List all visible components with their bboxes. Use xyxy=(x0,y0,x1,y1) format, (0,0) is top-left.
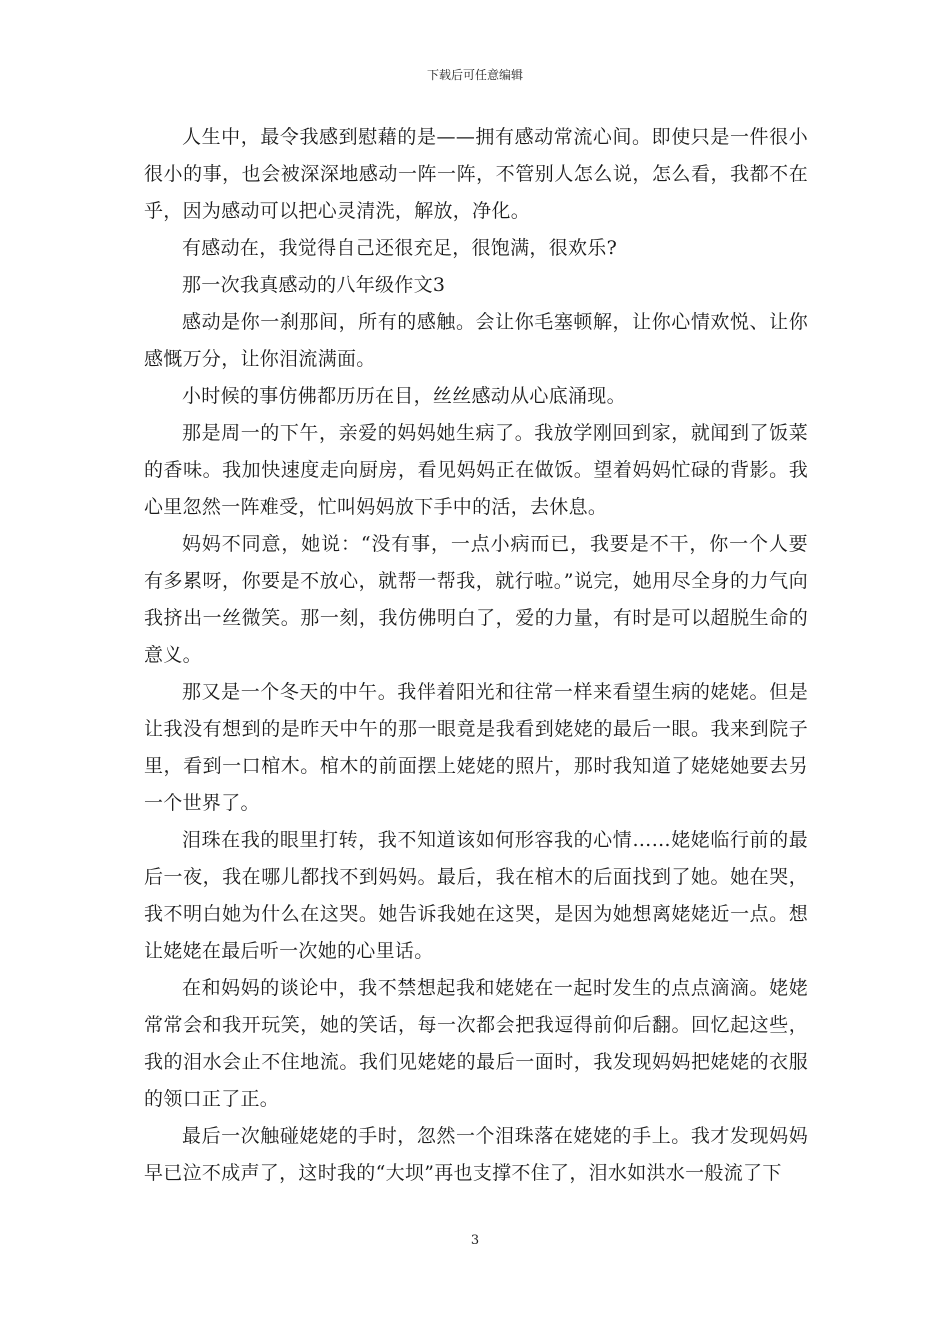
paragraph: 人生中，最令我感到慰藉的是——拥有感动常流心间。即使只是一件很小很小的事，也会被深深地感动一阵一阵，不管别人怎么说，怎么看，我都不在乎，因为感动可以把心灵清洗，解放，净化。 xyxy=(144,126,808,222)
paragraph: 那又是一个冬天的中午。我伴着阳光和往常一样来看望生病的姥姥。但是让我没有想到的是昨天中午的那一眼竟是我看到姥姥的最后一眼。我来到院子里，看到一口棺木。棺木的前面摆上姥姥的照片，那时我知道了姥姥她要去另一个世界了。 xyxy=(144,681,808,814)
paragraph: 小时候的事仿佛都历历在目，丝丝感动从心底涌现。 xyxy=(182,385,626,407)
paragraph: 那是周一的下午，亲爱的妈妈她生病了。我放学刚回到家，就闻到了饭菜的香味。我加快速度走向厨房，看见妈妈正在做饭。望着妈妈忙碌的背影。我心里忽然一阵难受，忙叫妈妈放下手中的活，去休息。 xyxy=(144,422,808,518)
section-title: 那一次我真感动的八年级作文3 xyxy=(182,274,446,296)
paragraph: 感动是你一刹那间，所有的感触。会让你毛塞顿解，让你心情欢悦、让你感慨万分，让你泪流满面。 xyxy=(144,311,808,370)
paragraph: 有感动在，我觉得自己还很充足，很饱满，很欢乐? xyxy=(182,237,618,259)
paragraph: 泪珠在我的眼里打转，我不知道该如何形容我的心情……姥姥临行前的最后一夜，我在哪儿都找不到妈妈。最后，我在棺木的后面找到了她。她在哭，我不明白她为什么在这哭。她告诉我她在这哭，是因为她想离姥姥近一点。想让姥姥在最后听一次她的心里话。 xyxy=(144,829,808,962)
paragraph: 最后一次触碰姥姥的手时，忽然一个泪珠落在姥姥的手上。我才发现妈妈早已泣不成声了，这时我的“大坝”再也支撑不住了，泪水如洪水一般流了下 xyxy=(144,1125,808,1184)
document-body xyxy=(144,119,808,1192)
page-number: 3 xyxy=(470,1233,480,1248)
paragraph: 妈妈不同意，她说：“没有事，一点小病而已，我要是不干，你一个人要有多累呀，你要是不放心，就帮一帮我，就行啦。”说完，她用尽全身的力气向我挤出一丝微笑。那一刻，我仿佛明白了，爱的力量，有时是可以超脱生命的意义。 xyxy=(144,533,808,666)
paragraph: 在和妈妈的谈论中，我不禁想起我和姥姥在一起时发生的点点滴滴。姥姥常常会和我开玩笑，她的笑话，每一次都会把我逗得前仰后翻。回忆起这些，我的泪水会止不住地流。我们见姥姥的最后一面时，我发现妈妈把姥姥的衣服的领口正了正。 xyxy=(144,977,808,1110)
page-header: 下载后可任意编辑 xyxy=(426,68,523,82)
